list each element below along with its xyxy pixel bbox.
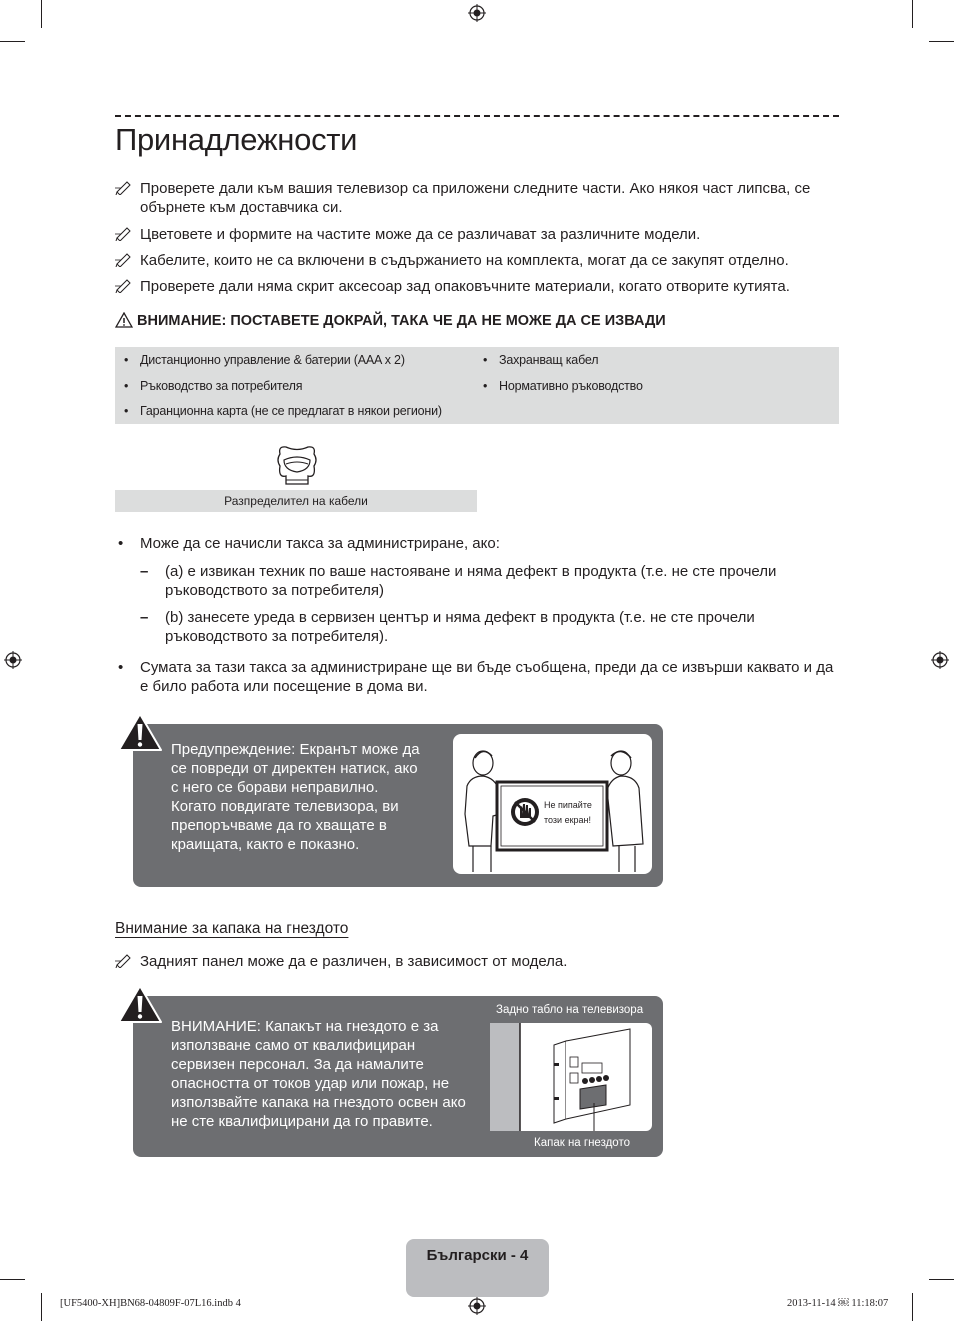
caution-text: : Капакът на гнездото е за използване само от квалифициран сервизен персонал. За да намалите опасността от токов удар или пожар, не използвайте капака на гнездото освен ако не сте квалифицирани да го правите. bbox=[171, 1018, 466, 1130]
note-text: Задният панел може да е различен, в зависимост от модела. bbox=[140, 953, 568, 970]
accessory-item: • Нормативно ръководство bbox=[483, 379, 643, 393]
slot-cover-label: Капак на гнездото bbox=[534, 1137, 630, 1149]
screen-warning-box bbox=[133, 724, 663, 887]
note-item bbox=[115, 179, 835, 217]
fee-condition-text: (a) е извикан техник по ваше настояване и няма дефект в продукта (т.е. не сте прочели ръководството за потребителя) bbox=[165, 563, 777, 599]
cable-holder-icon bbox=[274, 444, 320, 486]
tv-back-panel-icon bbox=[490, 1023, 652, 1131]
accessory-label: Гаранционна карта (не се предлагат в някои региони) bbox=[140, 404, 442, 418]
registration-mark-icon bbox=[4, 651, 22, 669]
note-item bbox=[115, 225, 835, 244]
crop-mark bbox=[929, 41, 954, 42]
title-rule bbox=[115, 115, 839, 117]
slot-cover-warning-text bbox=[171, 1017, 481, 1131]
crop-mark bbox=[41, 1293, 42, 1321]
crop-mark bbox=[0, 1279, 25, 1280]
fee-condition-text: (b) занесете уреда в сервизен център и няма дефект в продукта (т.е. не сте прочели ръководството за потребителя). bbox=[165, 609, 755, 645]
registration-mark-icon bbox=[468, 1297, 486, 1315]
back-panel-label: Задно табло на телевизора bbox=[496, 1004, 644, 1016]
accessory-item: • Гаранционна карта (не се предлагат в някои региони) bbox=[124, 404, 442, 418]
warning-heading-text: ВНИМАНИЕ: ПОСТАВЕТЕ ДОКРАЙ, ТАКА ЧЕ ДА НЕ МОЖЕ ДА СЕ ИЗВАДИ bbox=[137, 313, 666, 329]
back-panel-illustration bbox=[490, 1023, 652, 1131]
accessory-item: • Дистанционно управление & батерии (AAA x 2) bbox=[124, 353, 405, 367]
pencil-note-icon bbox=[115, 251, 133, 267]
accessory-label: Дистанционно управление & батерии (AAA x 2) bbox=[140, 353, 405, 367]
registration-mark-icon bbox=[931, 651, 949, 669]
fee-intro: • Може да се начисли такса за администриране, ако: bbox=[115, 534, 839, 553]
sign-line-1: Не пипайте bbox=[544, 800, 592, 810]
sign-line-2: този екран! bbox=[544, 815, 592, 825]
accessory-label: Ръководство за потребителя bbox=[140, 379, 303, 393]
page-title: Принадлежности bbox=[115, 122, 358, 157]
crop-mark bbox=[41, 0, 42, 28]
caution-triangle-icon bbox=[118, 713, 162, 751]
fee-condition-a: – (a) е извикан техник по ваше настояване и няма дефект в продукта (т.е. не сте прочели ръководството за потребителя) bbox=[140, 562, 820, 600]
fee-intro-text: Може да се начисли такса за администриране, ако: bbox=[140, 535, 500, 552]
file-info: [UF5400-XH]BN68-04809F-07L16.indb 4 bbox=[60, 1298, 241, 1309]
fee-amount-text: Сумата за тази такса за администриране ще ви бъде съобщена, преди да се извърши каквато и да е било работа или посещение в дома ви. bbox=[140, 659, 834, 695]
note-text: Кабелите, които не са включени в съдържанието на комплекта, могат да се закупят отделно. bbox=[140, 252, 789, 269]
fee-condition-b: – (b) занесете уреда в сервизен център и няма дефект в продукта (т.е. не сте прочели ръководството за потребителя). bbox=[140, 608, 820, 646]
date-info: 2013-11-14 ￼ 11:18:07 bbox=[787, 1298, 889, 1309]
slot-cover-warning-box bbox=[133, 996, 663, 1157]
accessory-item: • Ръководство за потребителя bbox=[124, 379, 303, 393]
pencil-note-icon bbox=[115, 179, 133, 195]
screen-warning-text: Предупреждение: Екранът може да се повреди от директен натиск, ако с него се борави неправилно. Когато повдигате телевизора, ви препоръчваме да го хващате в краищата, както е показно. bbox=[171, 741, 420, 853]
note-item bbox=[115, 277, 835, 296]
crop-mark bbox=[912, 1293, 913, 1321]
crop-mark bbox=[912, 0, 913, 28]
caution-triangle-icon bbox=[118, 985, 162, 1023]
note-text: Проверете дали няма скрит аксесоар зад опаковъчните материали, когато отворите кутията. bbox=[140, 278, 790, 295]
crop-mark bbox=[0, 41, 25, 42]
pencil-note-icon bbox=[115, 952, 133, 968]
pencil-note-icon bbox=[115, 225, 133, 241]
note-item bbox=[115, 251, 835, 270]
crop-mark bbox=[929, 1279, 954, 1280]
note-text: Проверете дали към вашия телевизор са приложени следните части. Ако някоя част липсва, се обърнете към доставчика си. bbox=[140, 180, 811, 216]
section-heading: Внимание за капака на гнездото bbox=[115, 920, 349, 937]
note-text: Цветовете и формите на частите може да се различават за различните модели. bbox=[140, 226, 701, 243]
accessory-item: • Захранващ кабел bbox=[483, 353, 599, 367]
registration-mark-icon bbox=[468, 4, 486, 22]
pencil-note-icon bbox=[115, 277, 133, 293]
accessory-label: Нормативно ръководство bbox=[499, 379, 643, 393]
accessory-label: Захранващ кабел bbox=[499, 353, 599, 367]
cable-holder-label: Разпределител на кабели bbox=[115, 490, 477, 512]
page-number-tab: Български - 4 bbox=[406, 1239, 549, 1297]
fee-amount: • Сумата за тази такса за администриране ще ви бъде съобщена, преди да се извърши каквато и да е било работа или посещение в дома ви. bbox=[115, 658, 839, 696]
note-item bbox=[115, 952, 835, 971]
warning-triangle-icon bbox=[115, 312, 133, 328]
tv-carry-illustration bbox=[453, 734, 652, 874]
warning-heading bbox=[115, 312, 666, 329]
accessories-box bbox=[115, 347, 839, 424]
caution-label: ВНИМАНИЕ bbox=[171, 1018, 257, 1035]
